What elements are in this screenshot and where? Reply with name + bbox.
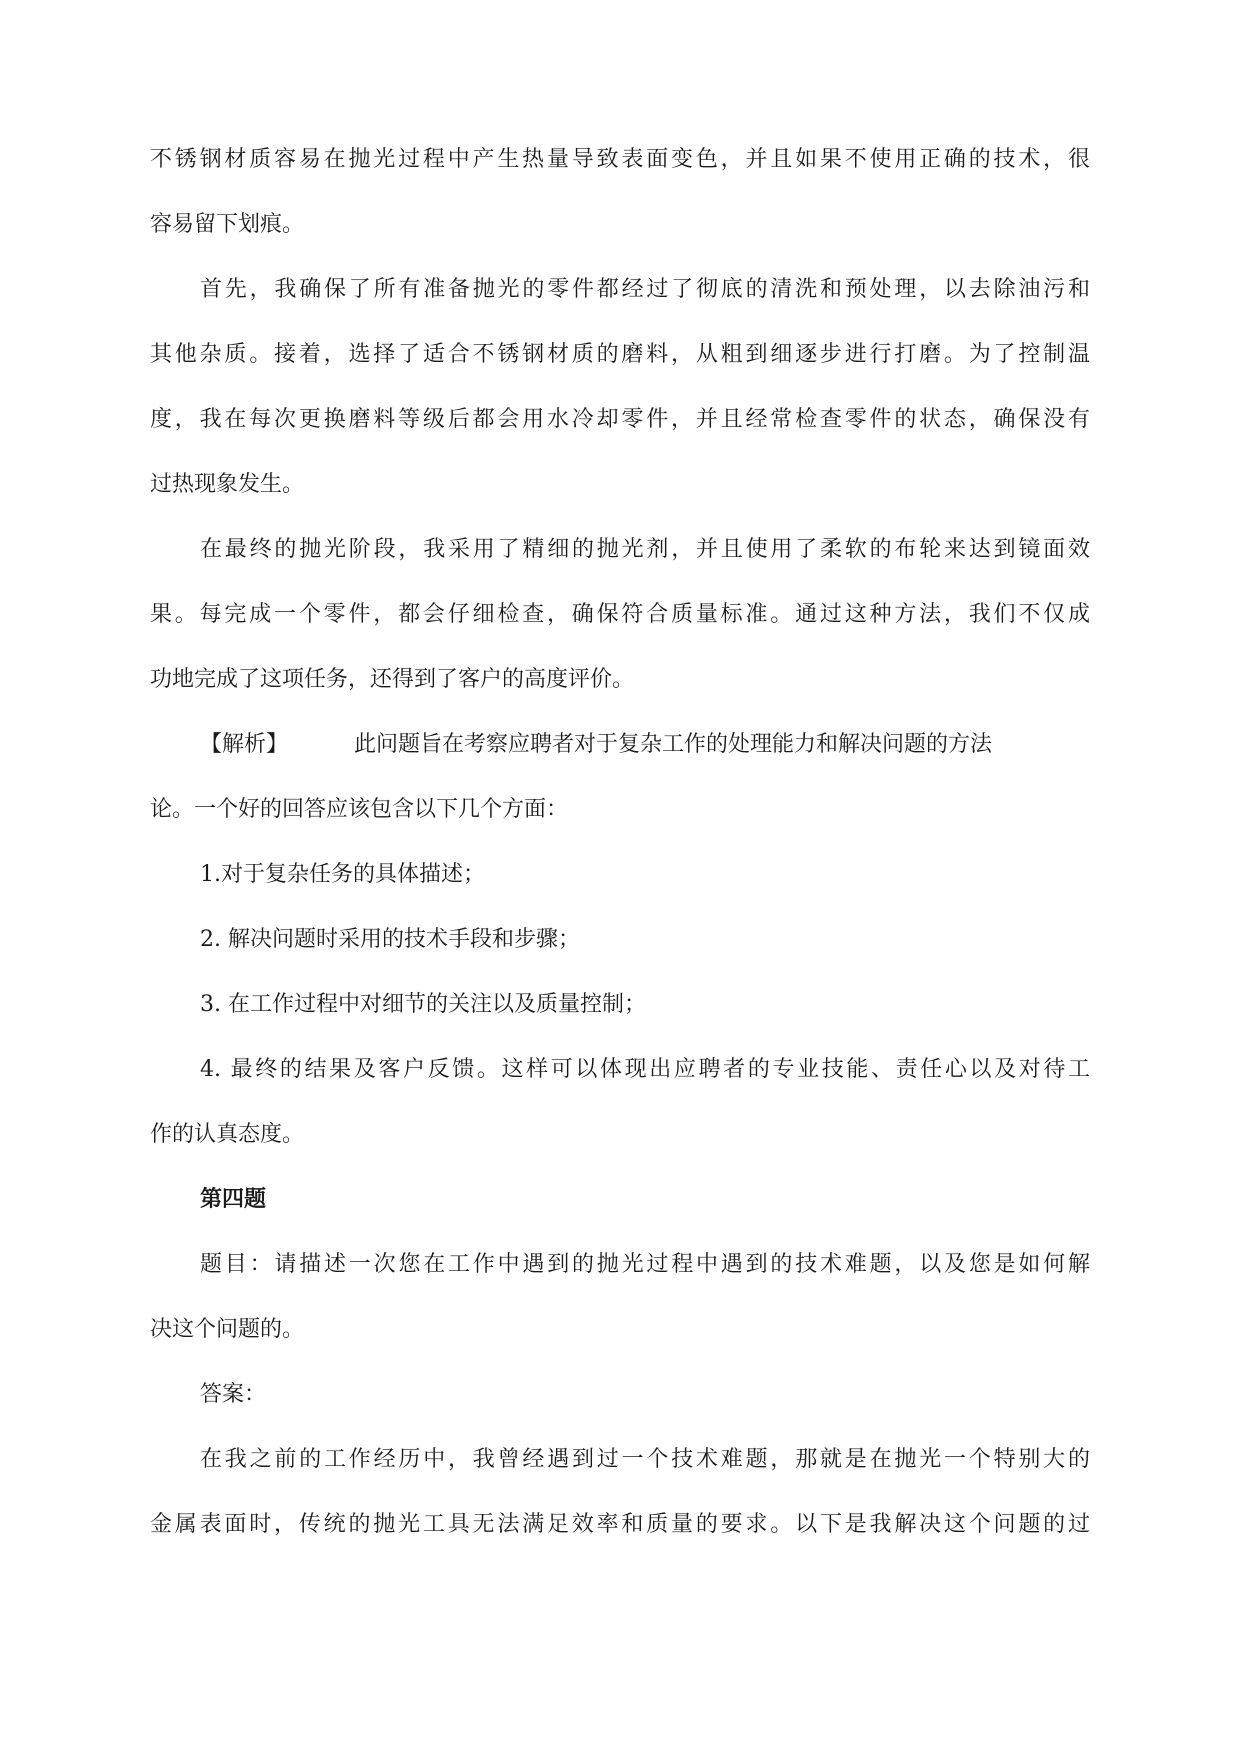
section-heading: 第四题 [200, 1187, 267, 1212]
text-line: 在最终的抛光阶段，我采用了精细的抛光剂，并且使用了柔软的布轮来达到镜面效 [200, 537, 1090, 562]
list-item: 1.对于复杂任务的具体描述； [200, 862, 485, 887]
text-line: 功地完成了这项任务，还得到了客户的高度评价。 [150, 667, 635, 692]
list-item: 2. 解决问题时采用的技术手段和步骤； [200, 927, 580, 952]
text-line: 度，我在每次更换磨料等级后都会用水冷却零件，并且经常检查零件的状态，确保没有 [150, 407, 1090, 432]
answer-label: 答案： [200, 1382, 267, 1407]
question-line: 题目：请描述一次您在工作中遇到的抛光过程中遇到的技术难题，以及您是如何解 [200, 1252, 1090, 1277]
analysis-tag: 【解析】 [200, 732, 289, 757]
analysis-line [150, 727, 1090, 763]
document-body [150, 142, 1090, 1572]
analysis-text: 此问题旨在考察应聘者对于复杂工作的处理能力和解决问题的方法 [354, 732, 993, 757]
text-line: 过热现象发生。 [150, 472, 305, 497]
text-line: 果。每完成一个零件，都会仔细检查，确保符合质量标准。通过这种方法，我们不仅成 [150, 602, 1090, 627]
text-line: 金属表面时，传统的抛光工具无法满足效率和质量的要求。以下是我解决这个问题的过 [150, 1512, 1090, 1537]
text-line: 其他杂质。接着，选择了适合不锈钢材质的磨料，从粗到细逐步进行打磨。为了控制温 [150, 342, 1090, 367]
text-line: 首先，我确保了所有准备抛光的零件都经过了彻底的清洗和预处理，以去除油污和 [200, 277, 1090, 302]
text-line: 容易留下划痕。 [150, 212, 305, 237]
list-item: 4. 最终的结果及客户反馈。这样可以体现出应聘者的专业技能、责任心以及对待工 [200, 1057, 1090, 1082]
list-item: 3. 在工作过程中对细节的关注以及质量控制； [200, 992, 646, 1017]
text-line: 论。一个好的回答应该包含以下几个方面： [150, 797, 569, 822]
text-line: 在我之前的工作经历中，我曾经遇到过一个技术难题，那就是在抛光一个特别大的 [200, 1447, 1090, 1472]
question-line: 决这个问题的。 [150, 1317, 305, 1342]
text-line: 作的认真态度。 [150, 1122, 305, 1147]
text-line: 不锈钢材质容易在抛光过程中产生热量导致表面变色，并且如果不使用正确的技术，很 [150, 147, 1090, 172]
